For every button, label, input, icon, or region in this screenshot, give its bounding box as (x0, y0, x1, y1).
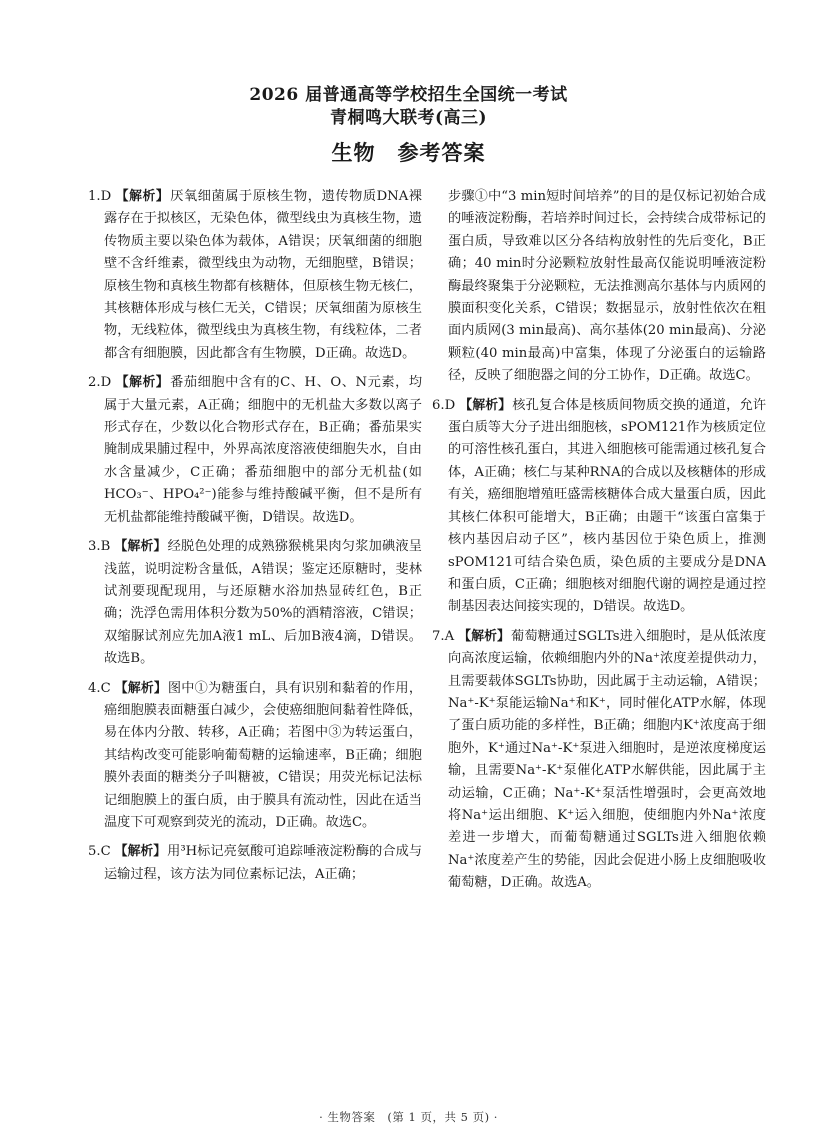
item-answer: D (100, 189, 112, 204)
analysis-tag: 【解析】 (115, 375, 170, 391)
page-footer: · 生物答案 (第 1 页，共 5 页) · (319, 1110, 498, 1124)
exam-subtitle: 青桐鸣大联考(高三) (329, 108, 488, 128)
item-answer: A (444, 628, 455, 644)
item-explanation: 图中①为糖蛋白，具有识别和黏着的作用，癌细胞膜表面糖蛋白减少，会使癌细胞间黏着性降低，易在体内分散、转移，A正确；若图中③为转运蛋白，其结构改变可能影响葡萄糖的运输速率，B正确；细胞膜外表面的糖类分子叫糖被，C错误；用荧光标记法标记细胞膜上的蛋白质，由于膜具有流动性，因此在适当温度下可观察到荧光的流动，D正确。故选C。 (104, 680, 423, 830)
item-number: 6. (432, 397, 445, 413)
item-explanation: 用³H标记亮氨酸可追踪唾液淀粉酶的合成与运输过程，该方法为同位素标记法，A正确； (104, 844, 423, 882)
item-number: 1. (88, 189, 101, 204)
left-column (88, 186, 422, 893)
item-explanation: 葡萄糖通过SGLTs进入细胞时，是从低浓度向高浓度运输，依赖细胞内外的Na⁺浓度差提供动力，且需要载体SGLTs协助，因此属于主动运输，A错误；Na⁺-K⁺泵能运输Na⁺和K⁺，同时催化ATP水解，体现了蛋白质功能的多样性，B正确；细胞内K⁺浓度高于细胞外，K⁺通过Na⁺-K⁺泵进入细胞时，是逆浓度梯度运输，且需要Na⁺-K⁺泵催化ATP水解供能，因此属于主动运输，C正确；Na⁺-K⁺泵活性增强时，会更高效地将Na⁺运出细胞、K⁺运入细胞，使细胞内外Na⁺浓度差进一步增大，而葡萄糖通过SGLTs进入细胞依赖Na⁺浓度差产生的势能，因此会促进小肠上皮细胞吸收葡萄糖，D正确。故选A。 (448, 628, 767, 891)
item-number: 3. (88, 539, 101, 555)
analysis-tag: 【解析】 (114, 539, 167, 555)
analysis-tag: 【解析】 (458, 628, 510, 644)
answer-item-5-continued: 步骤①中“3 min短时间培养”的目的是仅标记初始合成的唾液淀粉酶，若培养时间过长，会持续合成带标记的蛋白质，导致难以区分各结构放射性的先后变化，B正确；40 min时分泌颗粒放射性最高仅能说明唾液淀粉酶最终聚集于分泌颗粒，无法推测高尔基体与内质网的膜面积变化关系，C错误；数据显示，放射性依次在粗面内质网(3 min最高)、高尔基体(20 min最高)、分泌颗粒(40 min最高)中富集，体现了分泌蛋白的运输路径，反映了细胞器之间的分工协作，D正确。故选C。 (448, 189, 766, 384)
analysis-tag: 【解析】 (459, 397, 512, 413)
item-number: 7. (432, 628, 445, 644)
item-explanation: 经脱色处理的成熟猕猴桃果肉匀浆加碘液呈浅蓝，说明淀粉含量低，A错误；鉴定还原糖时，斐林试剂要现配现用，与还原糖水浴加热显砖红色，B正确；洗浮色需用体积分数为50%的酒精溶液，C错误；双缩脲试剂应先加A液1 mL、后加B液4滴，D错误。故选B。 (104, 539, 422, 667)
answer-item-2 (88, 372, 422, 529)
right-column (432, 186, 766, 902)
exam-title: 2026 届普通高等学校招生全国统一考试 (249, 85, 568, 105)
item-answer: C (100, 680, 111, 696)
item-answer: B (100, 539, 111, 555)
item-answer: D (444, 397, 456, 413)
item-answer: D (100, 375, 112, 391)
item-explanation: 番茄细胞中含有的C、H、O、N元素，均属于大量元素，A正确；细胞中的无机盐大多数以离子形式存在，少数以化合物形式存在，B正确；番茄果实腌制成果脯过程中，外界高浓度溶液使细胞失水，自由水含量减少，C正确；番茄细胞中的部分无机盐(如HCO₃⁻、HPO₄²⁻)能参与维持酸碱平衡，但不是所有无机盐都能维持酸碱平衡，D错误。故选D。 (104, 375, 423, 525)
item-explanation: 核孔复合体是核质间物质交换的通道，允许蛋白质等大分子进出细胞核，sPOM121作为核质定位的可溶性核孔蛋白，其进入细胞核可能需通过核孔复合体，A正确；核仁与某种RNA的合成以及核糖体的形成有关，癌细胞增殖旺盛需核糖体合成大量蛋白质，因此其核仁体积可能增大，B正确；由题干“该蛋白富集于核内基因启动子区”，核内基因位于染色质上，推测sPOM121可结合染色质，染色质的主要成分是DNA和蛋白质，C正确；细胞核对细胞代谢的调控是通过控制基因表达间接实现的，D错误。故选D。 (448, 397, 767, 615)
answer-item-5 (88, 841, 422, 886)
answer-item-6 (432, 395, 766, 619)
analysis-tag: 【解析】 (114, 844, 167, 860)
answer-item-4 (88, 678, 422, 835)
item-explanation: 厌氧细菌属于原核生物，遗传物质DNA裸露存在于拟核区，无染色体，微型线虫为真核生物，遗传物质主要以染色体为载体，A错误；厌氧细菌的细胞壁不含纤维素，微型线虫为动物，无细胞壁，B错误；原核生物和真核生物都有核糖体，但原核生物无核仁，其核糖体形成与核仁无关，C错误；厌氧细菌为原核生物，无线粒体，微型线虫为真核生物，有线粒体，二者都含有细胞膜，因此都含有生物膜，D正确。故选D。 (104, 189, 422, 361)
answer-key-title: 生物 参考答案 (331, 141, 486, 165)
item-number: 5. (88, 844, 101, 860)
analysis-tag: 【解析】 (115, 189, 170, 204)
answer-item-7 (432, 626, 766, 895)
item-number: 2. (88, 375, 101, 391)
item-number: 4. (88, 680, 101, 696)
item-answer: C (100, 844, 111, 860)
analysis-tag: 【解析】 (114, 680, 167, 696)
answer-item-1 (88, 186, 422, 365)
answer-item-3 (88, 536, 422, 670)
